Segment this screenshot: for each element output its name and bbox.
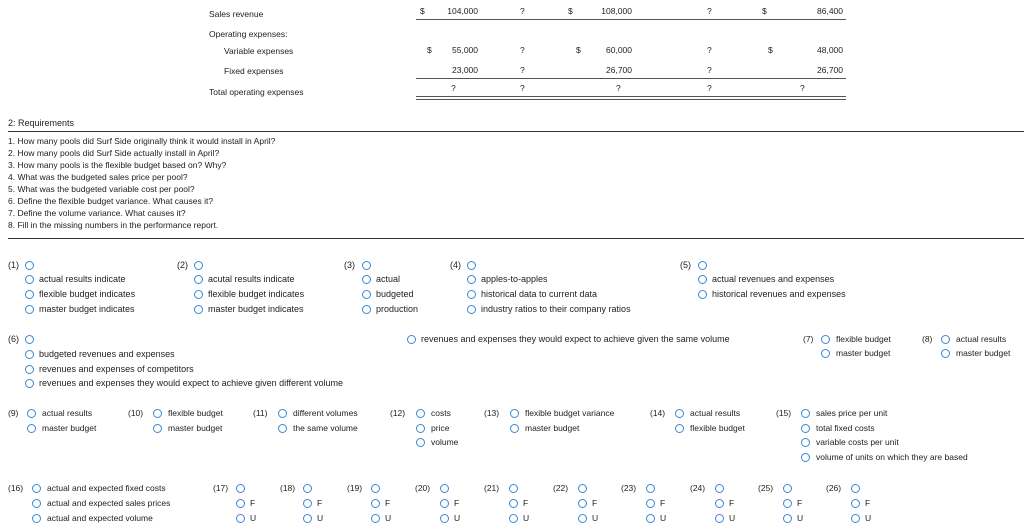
answer-number-1: (1) xyxy=(8,260,19,270)
option-label: F xyxy=(250,498,256,508)
option-label: F xyxy=(454,498,460,508)
radio-6-c[interactable] xyxy=(25,365,34,374)
requirement-8: 8. Fill in the missing numbers in the performance report. xyxy=(8,220,219,230)
radio-1-c[interactable] xyxy=(25,305,34,314)
radio-2-c[interactable] xyxy=(194,305,203,314)
option-label: actual results indicate xyxy=(39,274,126,284)
radio-24-u[interactable] xyxy=(715,514,724,523)
radio-5-b[interactable] xyxy=(698,290,707,299)
option-label: historical data to current data xyxy=(481,289,598,299)
radio-15-c[interactable] xyxy=(801,438,810,447)
option-label: actual results xyxy=(956,334,1007,344)
radio-16-a[interactable] xyxy=(32,484,41,493)
answer-number-26: (26) xyxy=(826,483,842,493)
option-label: U xyxy=(865,513,872,523)
option-label: U xyxy=(797,513,804,523)
option-label: F xyxy=(865,498,871,508)
option-label: master budget xyxy=(525,423,580,433)
option-label: U xyxy=(385,513,392,523)
answer-number-6: (6) xyxy=(8,334,19,344)
radio-17-blank[interactable] xyxy=(236,484,245,493)
radio-4-b[interactable] xyxy=(467,290,476,299)
radio-20-blank[interactable] xyxy=(440,484,449,493)
radio-24-blank[interactable] xyxy=(715,484,724,493)
option-label: total fixed costs xyxy=(816,423,875,433)
missing-value: ? xyxy=(616,83,621,93)
divider xyxy=(416,78,846,79)
answer-number-7: (7) xyxy=(803,334,814,344)
radio-12-b[interactable] xyxy=(416,424,425,433)
variable-flexible-value: 60,000 xyxy=(606,45,632,55)
radio-18-u[interactable] xyxy=(303,514,312,523)
requirement-5: 5. What was the budgeted variable cost per pool? xyxy=(8,184,195,194)
answer-number-15: (15) xyxy=(776,408,792,418)
option-label: historical revenues and expenses xyxy=(712,289,846,299)
option-label: U xyxy=(454,513,461,523)
option-label: flexible budget indicates xyxy=(208,289,305,299)
sales-actual-value: 104,000 xyxy=(447,6,478,16)
row-label-total-operating-expenses: Total operating expenses xyxy=(209,87,304,97)
answer-number-17: (17) xyxy=(213,483,229,493)
requirement-7: 7. Define the volume variance. What causes it? xyxy=(8,208,186,218)
radio-26-u[interactable] xyxy=(851,514,860,523)
variable-actual-value: 55,000 xyxy=(452,45,478,55)
radio-4-a[interactable] xyxy=(467,275,476,284)
option-label: budgeted revenues and expenses xyxy=(39,349,175,359)
option-label: revenues and expenses they would expect to achieve given the same volume xyxy=(421,334,730,344)
radio-23-f[interactable] xyxy=(646,499,655,508)
radio-8-b[interactable] xyxy=(941,349,950,358)
fixed-flexible-value: 26,700 xyxy=(606,65,632,75)
option-label: master budget indicates xyxy=(208,304,304,314)
divider xyxy=(8,131,1024,132)
answer-number-24: (24) xyxy=(690,483,706,493)
option-label: master budget indicates xyxy=(39,304,135,314)
divider xyxy=(416,96,846,97)
option-label: actual results xyxy=(42,408,93,418)
row-label-operating-expenses: Operating expenses: xyxy=(209,29,288,39)
radio-13-b[interactable] xyxy=(510,424,519,433)
radio-21-blank[interactable] xyxy=(509,484,518,493)
option-label: flexible budget xyxy=(836,334,891,344)
answer-number-8: (8) xyxy=(922,334,933,344)
radio-9-b[interactable] xyxy=(27,424,36,433)
radio-5-a[interactable] xyxy=(698,275,707,284)
missing-value: ? xyxy=(520,83,525,93)
option-label: variable costs per unit xyxy=(816,437,899,447)
radio-26-f[interactable] xyxy=(851,499,860,508)
radio-1-a[interactable] xyxy=(25,275,34,284)
radio-1-blank[interactable] xyxy=(25,261,34,270)
answer-number-23: (23) xyxy=(621,483,637,493)
answer-number-16: (16) xyxy=(8,483,24,493)
radio-1-b[interactable] xyxy=(25,290,34,299)
answer-number-9: (9) xyxy=(8,408,19,418)
radio-14-a[interactable] xyxy=(675,409,684,418)
row-label-variable-expenses: Variable expenses xyxy=(224,46,294,56)
requirement-1: 1. How many pools did Surf Side originally think it would install in April? xyxy=(8,136,276,146)
radio-11-a[interactable] xyxy=(278,409,287,418)
answer-number-13: (13) xyxy=(484,408,500,418)
radio-21-u[interactable] xyxy=(509,514,518,523)
radio-23-blank[interactable] xyxy=(646,484,655,493)
variable-master-value: 48,000 xyxy=(817,45,843,55)
option-label: F xyxy=(660,498,666,508)
option-label: master budget xyxy=(168,423,223,433)
radio-25-f[interactable] xyxy=(783,499,792,508)
radio-13-a[interactable] xyxy=(510,409,519,418)
radio-3-b[interactable] xyxy=(362,290,371,299)
divider xyxy=(8,238,1024,239)
radio-17-u[interactable] xyxy=(236,514,245,523)
option-label: master budget xyxy=(42,423,97,433)
option-label: U xyxy=(250,513,257,523)
option-label: U xyxy=(317,513,324,523)
option-label: F xyxy=(797,498,803,508)
option-label: acutal results indicate xyxy=(208,274,295,284)
radio-10-b[interactable] xyxy=(153,424,162,433)
dollar-sign: $ xyxy=(762,6,767,16)
missing-value: ? xyxy=(520,45,525,55)
option-label: F xyxy=(729,498,735,508)
option-label: revenues and expenses of competitors xyxy=(39,364,194,374)
answer-number-18: (18) xyxy=(280,483,296,493)
answer-number-5: (5) xyxy=(680,260,691,270)
answer-number-11: (11) xyxy=(253,408,268,418)
radio-23-u[interactable] xyxy=(646,514,655,523)
option-label: actual and expected sales prices xyxy=(47,498,171,508)
option-label: volume of units on which they are based xyxy=(816,452,968,462)
option-label: flexible budget xyxy=(168,408,223,418)
radio-22-blank[interactable] xyxy=(578,484,587,493)
missing-value: ? xyxy=(800,83,805,93)
radio-7-a[interactable] xyxy=(821,335,830,344)
option-label: actual and expected volume xyxy=(47,513,153,523)
option-label: revenues and expenses they would expect to achieve given different volume xyxy=(39,378,344,388)
row-label-fixed-expenses: Fixed expenses xyxy=(224,66,284,76)
missing-value: ? xyxy=(707,6,712,16)
option-label: actual results xyxy=(690,408,741,418)
radio-6-b[interactable] xyxy=(25,350,34,359)
option-label: master budget xyxy=(836,348,891,358)
radio-15-b[interactable] xyxy=(801,424,810,433)
option-label: actual and expected fixed costs xyxy=(47,483,166,493)
radio-15-a[interactable] xyxy=(801,409,810,418)
answer-number-19: (19) xyxy=(347,483,363,493)
radio-15-d[interactable] xyxy=(801,453,810,462)
option-label: different volumes xyxy=(293,408,358,418)
option-label: sales price per unit xyxy=(816,408,888,418)
radio-3-c[interactable] xyxy=(362,305,371,314)
answer-number-2: (2) xyxy=(177,260,188,270)
radio-3-a[interactable] xyxy=(362,275,371,284)
answer-number-22: (22) xyxy=(553,483,569,493)
requirement-3: 3. How many pools is the flexible budget based on? Why? xyxy=(8,160,227,170)
answer-number-20: (20) xyxy=(415,483,431,493)
missing-value: ? xyxy=(520,6,525,16)
option-label: U xyxy=(729,513,736,523)
requirement-6: 6. Define the flexible budget variance. What causes it? xyxy=(8,196,214,206)
radio-25-u[interactable] xyxy=(783,514,792,523)
dollar-sign: $ xyxy=(420,6,425,16)
option-label: volume xyxy=(431,437,459,447)
option-label: F xyxy=(523,498,529,508)
radio-6-blank[interactable] xyxy=(25,335,34,344)
radio-10-a[interactable] xyxy=(153,409,162,418)
dollar-sign: $ xyxy=(427,45,432,55)
option-label: flexible budget xyxy=(690,423,745,433)
answer-number-25: (25) xyxy=(758,483,774,493)
radio-17-f[interactable] xyxy=(236,499,245,508)
missing-value: ? xyxy=(451,83,456,93)
fixed-master-value: 26,700 xyxy=(817,65,843,75)
option-label: the same volume xyxy=(293,423,358,433)
radio-19-blank[interactable] xyxy=(371,484,380,493)
dollar-sign: $ xyxy=(576,45,581,55)
missing-value: ? xyxy=(707,83,712,93)
divider xyxy=(416,19,846,20)
radio-7-b[interactable] xyxy=(821,349,830,358)
radio-22-u[interactable] xyxy=(578,514,587,523)
radio-2-a[interactable] xyxy=(194,275,203,284)
radio-4-c[interactable] xyxy=(467,305,476,314)
radio-8-a[interactable] xyxy=(941,335,950,344)
requirements-heading: 2: Requirements xyxy=(8,118,75,128)
radio-12-c[interactable] xyxy=(416,438,425,447)
option-label: F xyxy=(317,498,323,508)
answer-number-21: (21) xyxy=(484,483,500,493)
radio-4-blank[interactable] xyxy=(467,261,476,270)
option-label: flexible budget indicates xyxy=(39,289,136,299)
radio-19-u[interactable] xyxy=(371,514,380,523)
radio-20-u[interactable] xyxy=(440,514,449,523)
option-label: flexible budget variance xyxy=(525,408,615,418)
option-label: budgeted xyxy=(376,289,414,299)
option-label: master budget xyxy=(956,348,1011,358)
radio-9-a[interactable] xyxy=(27,409,36,418)
answer-number-10: (10) xyxy=(128,408,144,418)
answer-number-12: (12) xyxy=(390,408,406,418)
requirement-4: 4. What was the budgeted sales price per pool? xyxy=(8,172,188,182)
option-label: actual xyxy=(376,274,401,284)
radio-18-f[interactable] xyxy=(303,499,312,508)
missing-value: ? xyxy=(520,65,525,75)
radio-12-a[interactable] xyxy=(416,409,425,418)
radio-24-f[interactable] xyxy=(715,499,724,508)
requirement-2: 2. How many pools did Surf Side actually install in April? xyxy=(8,148,220,158)
sales-master-value: 86,400 xyxy=(817,6,843,16)
radio-5-blank[interactable] xyxy=(698,261,707,270)
radio-16-c[interactable] xyxy=(32,514,41,523)
row-label-sales-revenue: Sales revenue xyxy=(209,9,264,19)
missing-value: ? xyxy=(707,65,712,75)
radio-22-f[interactable] xyxy=(578,499,587,508)
dollar-sign: $ xyxy=(768,45,773,55)
option-label: apples-to-apples xyxy=(481,274,548,284)
option-label: F xyxy=(385,498,391,508)
radio-18-blank[interactable] xyxy=(303,484,312,493)
option-label: U xyxy=(592,513,599,523)
radio-16-b[interactable] xyxy=(32,499,41,508)
fixed-actual-value: 23,000 xyxy=(452,65,478,75)
radio-25-blank[interactable] xyxy=(783,484,792,493)
option-label: costs xyxy=(431,408,451,418)
radio-6-a[interactable] xyxy=(407,335,416,344)
radio-21-f[interactable] xyxy=(509,499,518,508)
answer-number-3: (3) xyxy=(344,260,355,270)
radio-2-blank[interactable] xyxy=(194,261,203,270)
radio-2-b[interactable] xyxy=(194,290,203,299)
option-label: production xyxy=(376,304,419,314)
answer-number-14: (14) xyxy=(650,408,666,418)
sales-flexible-value: 108,000 xyxy=(601,6,632,16)
radio-11-b[interactable] xyxy=(278,424,287,433)
radio-20-f[interactable] xyxy=(440,499,449,508)
radio-6-d[interactable] xyxy=(25,379,34,388)
radio-19-f[interactable] xyxy=(371,499,380,508)
missing-value: ? xyxy=(707,45,712,55)
option-label: industry ratios to their company ratios xyxy=(481,304,631,314)
option-label: U xyxy=(660,513,667,523)
option-label: actual revenues and expenses xyxy=(712,274,835,284)
radio-26-blank[interactable] xyxy=(851,484,860,493)
radio-3-blank[interactable] xyxy=(362,261,371,270)
dollar-sign: $ xyxy=(568,6,573,16)
divider xyxy=(416,99,846,100)
answer-number-4: (4) xyxy=(450,260,461,270)
option-label: F xyxy=(592,498,598,508)
option-label: U xyxy=(523,513,530,523)
radio-14-b[interactable] xyxy=(675,424,684,433)
option-label: price xyxy=(431,423,450,433)
